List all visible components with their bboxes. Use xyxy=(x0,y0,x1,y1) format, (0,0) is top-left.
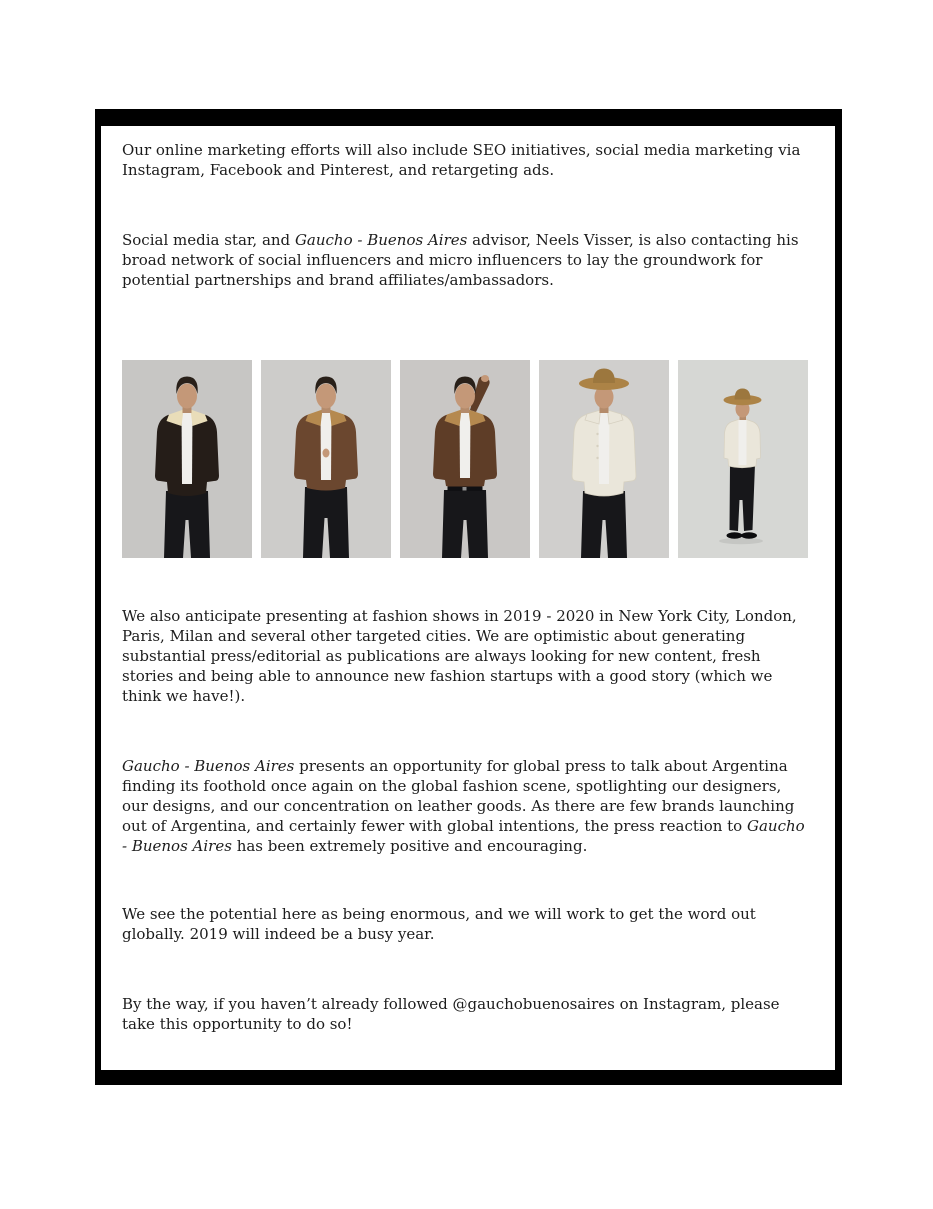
brand-name: Gaucho - Buenos Aires xyxy=(122,757,295,775)
model-photo-2 xyxy=(261,360,391,558)
document-content xyxy=(101,140,835,1034)
paragraph-global-press xyxy=(122,756,810,856)
paragraph-text: presents an opportunity for global press to talk about Argentina finding its foothold once again on the global fashion scene, spotlighting our designers, our designs, and our concentration on leather goods. As there are few brands launching out of Argentina, and certainly fewer with global intentions, the press reaction to xyxy=(122,757,795,835)
paragraph-text: We see the potential here as being enormous, and we will work to get the word out globally. 2019 will indeed be a busy year. xyxy=(122,905,756,943)
paragraph-text: Our online marketing efforts will also include SEO initiatives, social media marketing via Instagram, Facebook and Pinterest, and retargeting ads. xyxy=(122,141,801,179)
model-illustration-1 xyxy=(122,360,252,558)
paragraph-online-marketing xyxy=(122,140,810,180)
model-photo-4 xyxy=(539,360,669,558)
model-illustration-4 xyxy=(539,360,669,558)
paragraph-potential xyxy=(122,904,810,944)
content-frame xyxy=(95,109,842,1085)
paragraph-text: has been extremely positive and encouraging. xyxy=(231,837,588,855)
model-photo-1 xyxy=(122,360,252,558)
paragraph-text: We also anticipate presenting at fashion shows in 2019 - 2020 in New York City, London, Paris, Milan and several other targeted cities. We are optimistic about generating substantial press/editorial as publications are always looking for new content, fresh stories and being able to announce new fashion startups with a good story (which we think we have!). xyxy=(122,607,797,705)
model-illustration-3 xyxy=(400,360,530,558)
model-illustration-5 xyxy=(678,360,808,558)
paragraph-instagram-cta xyxy=(122,994,810,1034)
paragraph-neels-visser xyxy=(122,230,810,290)
paragraph-text: By the way, if you haven’t already followed @gauchobuenosaires on Instagram, please take this opportunity to do so! xyxy=(122,995,780,1033)
brand-name: Gaucho - Buenos Aires xyxy=(122,817,805,855)
lookbook-photo-row xyxy=(122,360,810,558)
model-illustration-2 xyxy=(261,360,391,558)
paragraph-fashion-shows xyxy=(122,606,810,706)
paragraph-text: Social media star, and xyxy=(122,231,295,249)
paragraph-text: advisor, Neels Visser, is also contacting his broad network of social influencers and micro influencers to lay the groundwork for potential partnerships and brand affiliates/ambassadors. xyxy=(122,231,799,289)
brand-name: Gaucho - Buenos Aires xyxy=(294,231,468,249)
model-photo-5 xyxy=(678,360,808,558)
model-photo-3 xyxy=(400,360,530,558)
